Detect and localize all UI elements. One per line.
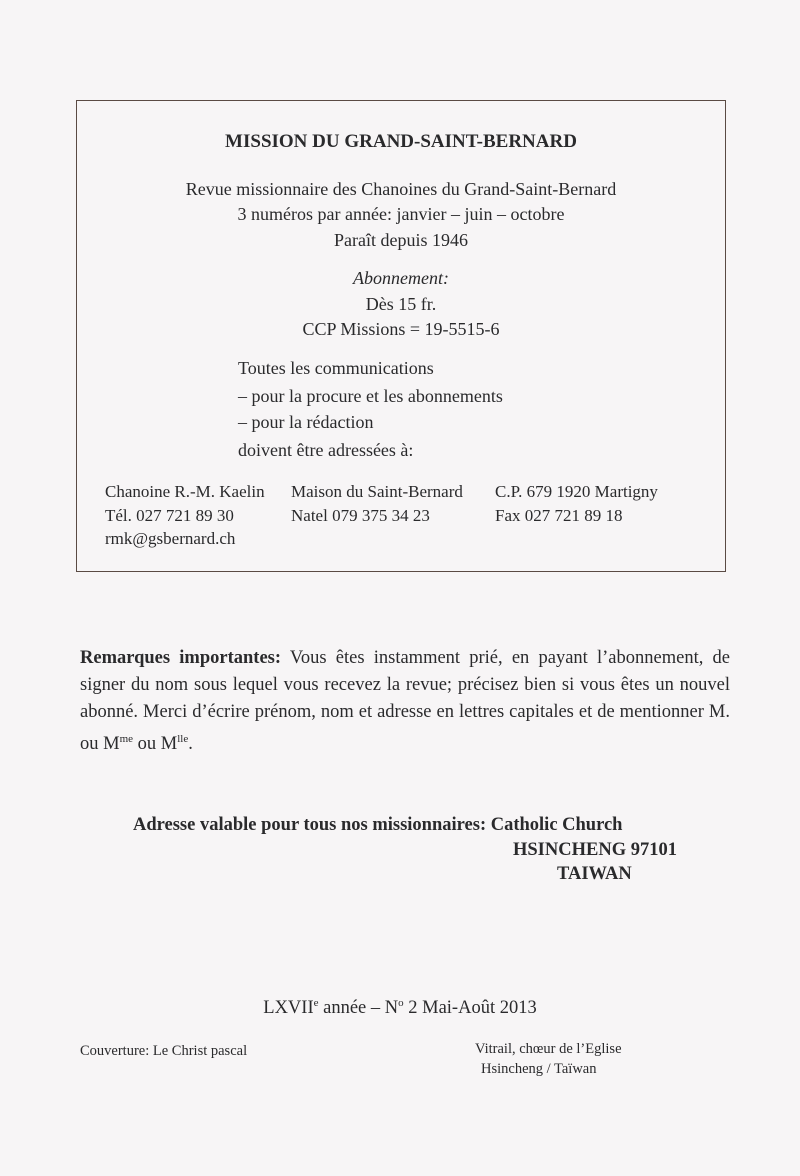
subscription-price: Dès 15 fr. — [365, 294, 437, 314]
issue-text: 2 Mai-Août 2013 — [403, 998, 537, 1019]
communications-item: – pour la procure et les abonnements — [238, 386, 503, 406]
subtitle-line: Revue missionnaire des Chanoines du Grand-Saint-Bernard — [185, 179, 617, 199]
subscription-account: CCP Missions = 19-5515-6 — [302, 319, 500, 339]
cover-caption: Couverture: Le Christ pascal — [80, 1043, 248, 1059]
issue-text: année – N — [318, 998, 399, 1019]
subtitle-line: Paraît depuis 1946 — [334, 230, 468, 250]
issue-text: LXVII — [263, 998, 314, 1019]
communications-item: – pour la rédaction — [238, 412, 374, 432]
issue-sup: e — [313, 997, 319, 1009]
info-box — [76, 100, 726, 572]
missionaries-address-line: Adresse valable pour tous nos missionnaires: Catholic Church — [133, 815, 623, 835]
subscription-label: Abonnement: — [353, 268, 449, 288]
remarks-text: ou M — [133, 734, 178, 755]
communications-outro: doivent être adressées à: — [238, 440, 414, 460]
remarks-text: Vous êtes instamment prié, en payant l’abonnement, de signer du nom sous lequel vous recevez la revue; précisez bien si vous êtes un nouvel abonné. Merci d’écrire prénom, nom et adresse en lettres capitales et de mentionner M. ou M — [80, 648, 730, 755]
contact-house: Maison du Saint-Bernard — [291, 482, 463, 501]
remarks-text: . — [188, 734, 193, 755]
contact-name: Chanoine R.-M. Kaelin — [105, 482, 265, 501]
cover-credit-line: Hsincheng / Taïwan — [481, 1061, 597, 1077]
subtitle-line: 3 numéros par année: janvier – juin – octobre — [237, 204, 565, 224]
contact-mobile: Natel 079 375 34 23 — [291, 506, 430, 525]
cover-credit-line: Vitrail, chœur de l’Eglise — [475, 1041, 622, 1057]
contact-fax: Fax 027 721 89 18 — [495, 506, 623, 525]
communications-intro: Toutes les communications — [238, 358, 434, 378]
contact-postbox: C.P. 679 1920 Martigny — [495, 482, 658, 501]
magazine-title: MISSION DU GRAND-SAINT-BERNARD — [225, 131, 577, 152]
remarks-paragraph — [80, 645, 730, 758]
issue-line — [0, 997, 800, 1019]
remarks-label: Remarques importantes: — [80, 648, 282, 668]
missionaries-address-city: HSINCHENG 97101 — [513, 840, 677, 860]
remarks-sup: me — [119, 733, 134, 745]
missionaries-address-country: TAIWAN — [557, 864, 632, 884]
remarks-sup: lle — [177, 733, 189, 745]
contact-phone: Tél. 027 721 89 30 — [105, 506, 234, 525]
issue-sup: o — [398, 997, 404, 1009]
contact-email: rmk@gsbernard.ch — [105, 529, 236, 548]
